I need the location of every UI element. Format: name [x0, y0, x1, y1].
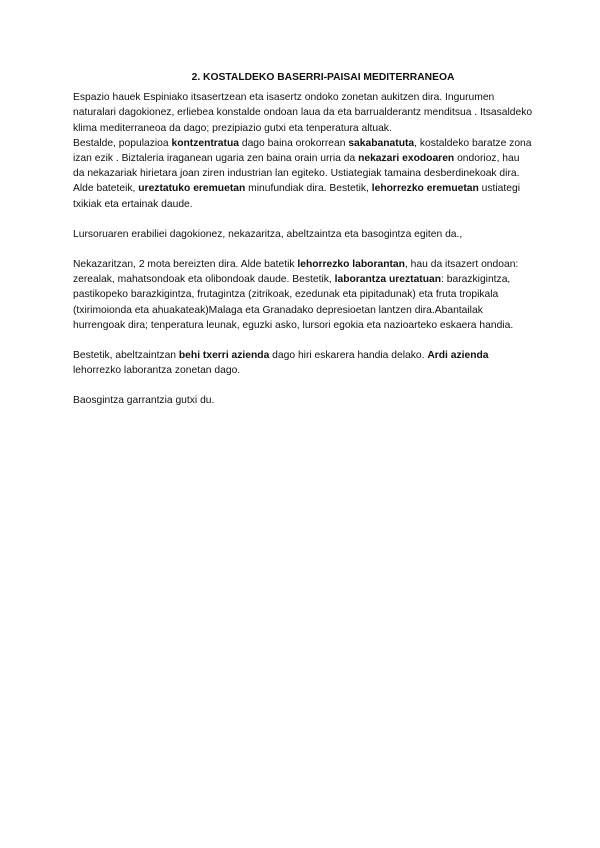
body-paragraph: [73, 227, 533, 242]
text-run: Bestalde, populazioa: [73, 137, 172, 149]
text-run: dago baina orokorrean: [238, 137, 349, 149]
text-run: ustiategi txikiak eta ertainak daude.: [73, 183, 520, 210]
bold-term: behi txerri azienda: [178, 350, 270, 362]
text-run: Baosgintza garrantzia gutxi du.: [73, 395, 215, 407]
text-run: Nekazaritzan, 2 mota bereizten dira. Alde batetik: [73, 259, 298, 271]
paragraph-list: [73, 90, 533, 408]
text-run: : barazkigintza, pastikopeko barazkigintza, frutagintza (zitrikoak, ezedunak eta pipitadunak) eta fruta tropikala (txirimoionda eta ahuakateak)Malaga eta Granadako depresioetan lantzen dira.Abantailak hurrengoak dira; tenperatura leunak, eguzki asko, lursori egokia eta nazioarteko eskaera handia.: [73, 274, 514, 331]
body-paragraph: [73, 90, 533, 136]
bold-term: sakabanatuta: [348, 137, 415, 149]
document-body: [73, 70, 533, 409]
paragraph-spacer: [73, 378, 533, 393]
text-run: lehorrezko laborantza zonetan dago.: [73, 365, 241, 377]
text-run: , hau da itsazert ondoan: zerealak, mahatsondoak eta olibondoak daude. Bestetik,: [73, 259, 519, 286]
bold-term: laborantza ureztatuan: [334, 274, 442, 286]
text-run: Espazio hauek Espiniako itsasertzean eta isasertz ondoko zonetan aukitzen dira. Ingurumen naturalari dagokionez, erliebea konstalde ondoan laua da eta barrualderantz menditsua . Itsasaldeko klima mediterraneoa da dago; prezipiazio gutxi eta tenperatura altuak.: [73, 92, 533, 134]
text-run: Bestetik, abeltzaintzan: [73, 350, 179, 362]
paragraph-spacer: [73, 242, 533, 257]
text-run: , kostaldeko baratze zona izan ezik . Biztaleria iraganean ugaria zen baina orain urria da: [73, 137, 532, 165]
text-run: minufundiak dira. Bestetik,: [245, 183, 372, 195]
text-run: ondorioz, hau da nekazariak hirietara joan ziren industrian lan egiteko. Ustiategiak tamaina desberdinekoak dira. Alde bateteik,: [73, 153, 520, 195]
bold-term: ureztatuko eremuetan: [138, 183, 246, 195]
bold-term: lehorrezko eremuetan: [371, 183, 479, 195]
text-run: dago hiri eskarera handia delako.: [269, 350, 428, 362]
body-paragraph: [73, 348, 533, 378]
bold-term: kontzentratua: [171, 137, 239, 149]
paragraph-spacer: [73, 333, 533, 348]
body-paragraph: [73, 393, 533, 408]
bold-term: Ardi azienda: [427, 350, 489, 362]
document-title: 2. KOSTALDEKO BASERRI-PAISAI MEDITERRANEOA: [191, 72, 455, 83]
paragraph-spacer: [73, 212, 533, 227]
text-run: Lursoruaren erabiliei dagokionez, nekazaritza, abeltzaintza eta basogintza egiten da.,: [73, 228, 463, 240]
body-paragraph: [73, 136, 533, 212]
body-paragraph: [73, 257, 533, 333]
bold-term: lehorrezko laborantan: [297, 259, 405, 271]
bold-term: nekazari exodoaren: [358, 153, 455, 165]
